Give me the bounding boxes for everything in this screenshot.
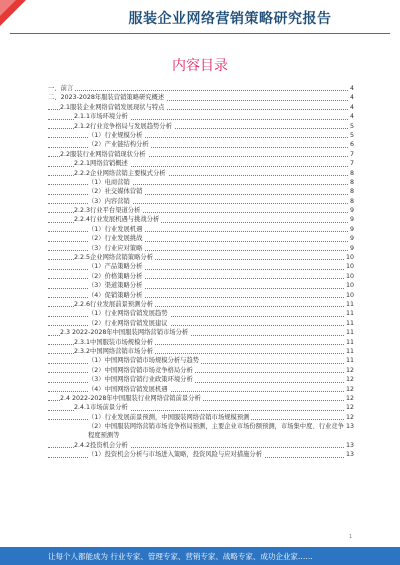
toc-entry[interactable] <box>48 366 354 375</box>
toc-entry-page: 10 <box>345 263 354 271</box>
toc-entry-page: 9 <box>349 244 354 252</box>
toc-entry-page: 11 <box>345 347 354 355</box>
toc-entry-label: （4）促销策略分析 <box>88 291 143 299</box>
toc-entry[interactable] <box>48 178 354 187</box>
toc-entry-label: 2.1.1市场环境分析 <box>74 113 128 121</box>
toc-entry[interactable] <box>48 356 354 365</box>
toc-entry-page: 12 <box>345 366 354 374</box>
toc-entry-label: 2.4.1市场前景分析 <box>74 404 128 412</box>
toc-entry[interactable] <box>48 215 354 224</box>
page-header <box>0 0 400 32</box>
toc-entry-label: 2.1.2行业竞争格局与发展趋势分析 <box>74 122 172 130</box>
toc-entry-page: 10 <box>345 291 354 299</box>
toc-entry-label: 2.2.2企业网络营销主要模式分析 <box>74 169 166 177</box>
toc-entry-label: 2.1服装企业网络营销发展现状与特点 <box>60 103 165 111</box>
toc-entry[interactable] <box>48 450 354 459</box>
toc-entry-page: 4 <box>349 113 354 121</box>
toc-entry-label: （1）行业网络营销发展趋势 <box>88 310 168 318</box>
toc-entry[interactable] <box>48 234 354 243</box>
toc-entry-page: 8 <box>349 197 354 205</box>
toc-entry-label: 2.3.2中国网络营销市场分析 <box>74 347 153 355</box>
toc-entry[interactable] <box>48 84 354 93</box>
toc-entry-page: 13 <box>345 441 354 449</box>
toc-entry-label: 2.2.5企业网络营销策略分析 <box>74 254 153 262</box>
toc-entry[interactable] <box>48 319 354 328</box>
toc-entry-page: 9 <box>349 207 354 215</box>
toc-entry-label: 2.2.3行业平台渠道分析 <box>74 207 141 215</box>
toc-entry[interactable] <box>48 169 354 178</box>
toc-entry[interactable] <box>48 244 354 253</box>
toc-entry-page: 12 <box>345 376 354 384</box>
toc-entry-page: 10 <box>345 282 354 290</box>
toc-entry-page: 9 <box>349 235 354 243</box>
toc-entry-page: 12 <box>345 413 354 421</box>
toc-entry[interactable] <box>48 328 354 337</box>
toc-entry-label: （1）产品策略分析 <box>88 263 143 271</box>
toc-entry[interactable] <box>48 281 354 290</box>
toc-entry-label: 2.3 2022-2028年中国服装网络营销市场分析 <box>60 329 189 337</box>
toc-entry-label: （4）中国网络营销发展机遇 <box>88 385 168 393</box>
toc-entry-page: 10 <box>345 272 354 280</box>
toc-entry-label: （3）行业应对策略 <box>88 244 143 252</box>
toc-entry-page: 8 <box>349 169 354 177</box>
toc-entry-label: 2.2.6行业发展前景预测分析 <box>74 300 153 308</box>
toc-entry[interactable] <box>48 112 354 121</box>
toc-entry-label: （2）中国网络营销市场竞争格局分析 <box>88 366 193 374</box>
toc-entry-page: 13 <box>345 423 354 431</box>
toc-entry-page: 4 <box>349 85 354 92</box>
toc-entry-label: 2.4.2投资机会分析 <box>74 441 128 449</box>
toc-entry-label: （1）中国网络营销市场规模分析与趋势 <box>88 357 200 365</box>
toc-entry-label: （2）社交媒体营销 <box>88 188 143 196</box>
toc-heading: 内容目录 <box>172 58 228 74</box>
toc-entry-page: 8 <box>349 178 354 186</box>
toc-entry[interactable] <box>48 159 354 168</box>
toc-entry-page: 7 <box>349 150 354 158</box>
toc-entry-label: 2.4 2022-2028年中国服装行业网络营销前景分析 <box>60 394 201 402</box>
toc-entry-page: 12 <box>345 385 354 393</box>
toc-entry[interactable] <box>48 300 354 309</box>
toc-entry-label: 2.2.4行业发展机遇与挑战分析 <box>74 216 160 224</box>
toc-entry-label: （2）行业发展挑战 <box>88 235 143 243</box>
toc-entry[interactable] <box>48 197 354 206</box>
toc-entry-label: （3）中国网络营销行业政策环境分析 <box>88 376 193 384</box>
toc-entry[interactable] <box>48 394 354 403</box>
toc-entry-page: 4 <box>349 103 354 111</box>
toc-entry[interactable] <box>48 187 354 196</box>
toc-entry[interactable] <box>48 122 354 131</box>
toc-entry-page: 11 <box>345 338 354 346</box>
toc-entry-label: 2.2服装行业网络营销现状分析 <box>60 150 146 158</box>
toc-entry[interactable] <box>48 375 354 384</box>
toc-entry[interactable] <box>48 291 354 300</box>
toc-entry[interactable] <box>48 103 354 112</box>
toc-entry[interactable] <box>48 225 354 234</box>
toc-entry-label: （3）渠道策略分析 <box>88 282 143 290</box>
toc-entry-label: （2）中国服装网络营销市场竞争格局预测，主要企业市场份额预测，市场集中度、行业竞争程度预测等 <box>88 422 354 441</box>
toc-entry[interactable] <box>48 338 354 347</box>
toc-entry[interactable] <box>48 309 354 318</box>
footer-slogan: 让每个人都能成为 行业专家、管理专家、营销专家、战略专家、成功企业家…… <box>48 552 313 561</box>
toc-entry-page: 6 <box>349 141 354 149</box>
toc-entry-label: 二、2023-2028年服装营销策略研究概述 <box>48 94 165 102</box>
toc-entry-page: 13 <box>345 451 354 459</box>
toc-entry[interactable] <box>48 441 354 450</box>
toc-entry-page: 11 <box>345 319 354 327</box>
page-footer <box>0 547 400 565</box>
toc-entry-page: 5 <box>349 131 354 139</box>
toc-entry-label: （1）行业发展前景预测，中国服装网络营销市场规模预测 <box>88 413 250 421</box>
toc-entry[interactable] <box>48 253 354 262</box>
toc-entry[interactable] <box>48 262 354 271</box>
toc-entry-label: 2.2.1网络营销概述 <box>74 160 128 168</box>
page-number: 1 <box>348 534 352 540</box>
toc-entry-label: （2）产业链结构分析 <box>88 141 149 149</box>
toc-entry[interactable] <box>48 272 354 281</box>
toc-entry[interactable] <box>48 93 354 102</box>
toc-entry-label: （1）电商营销 <box>88 178 130 186</box>
toc-entry-page: 9 <box>349 225 354 233</box>
toc-entry[interactable] <box>48 422 354 441</box>
toc-entry-label: （3）内容营销 <box>88 197 130 205</box>
toc-entry-label: （2）行业网络营销发展建议 <box>88 319 168 327</box>
toc-entry[interactable] <box>48 403 354 412</box>
toc-entry-page: 11 <box>345 310 354 318</box>
toc-entry-label: 2.3.1中国服装市场规模分析 <box>74 338 153 346</box>
toc-entry-label: （1）投资机会分析与市场进入策略，投资风险与应对措施分析 <box>88 451 263 459</box>
toc-entry-label: （2）价格策略分析 <box>88 272 143 280</box>
toc-entry[interactable] <box>48 385 354 394</box>
report-title: 服装企业网络营销策略研究报告 <box>128 11 332 27</box>
header-divider <box>10 33 390 34</box>
toc-entry-page: 12 <box>345 394 354 402</box>
toc-entry-label: 一、前言 <box>48 85 74 92</box>
toc-entry[interactable] <box>48 140 354 149</box>
toc-entry-page: 11 <box>345 329 354 337</box>
table-of-contents <box>48 84 354 460</box>
toc-entry[interactable] <box>48 413 354 422</box>
toc-entry-page: 10 <box>345 254 354 262</box>
toc-entry-page: 5 <box>349 122 354 130</box>
toc-entry-page: 9 <box>349 216 354 224</box>
toc-entry[interactable] <box>48 206 354 215</box>
toc-entry-label: （1）行业发展机遇 <box>88 225 143 233</box>
toc-entry-page: 11 <box>345 357 354 365</box>
toc-entry-page: 8 <box>349 188 354 196</box>
toc-entry[interactable] <box>48 131 354 140</box>
toc-entry[interactable] <box>48 150 354 159</box>
toc-entry-label: （1）行业规模分析 <box>88 131 143 139</box>
dot-leader <box>48 90 348 91</box>
toc-entry[interactable] <box>48 347 354 356</box>
toc-entry-page: 12 <box>345 404 354 412</box>
corner-highlight-decoration <box>0 0 16 16</box>
toc-entry-page: 4 <box>349 94 354 102</box>
toc-entry-page: 7 <box>349 160 354 168</box>
toc-entry-page: 11 <box>345 300 354 308</box>
